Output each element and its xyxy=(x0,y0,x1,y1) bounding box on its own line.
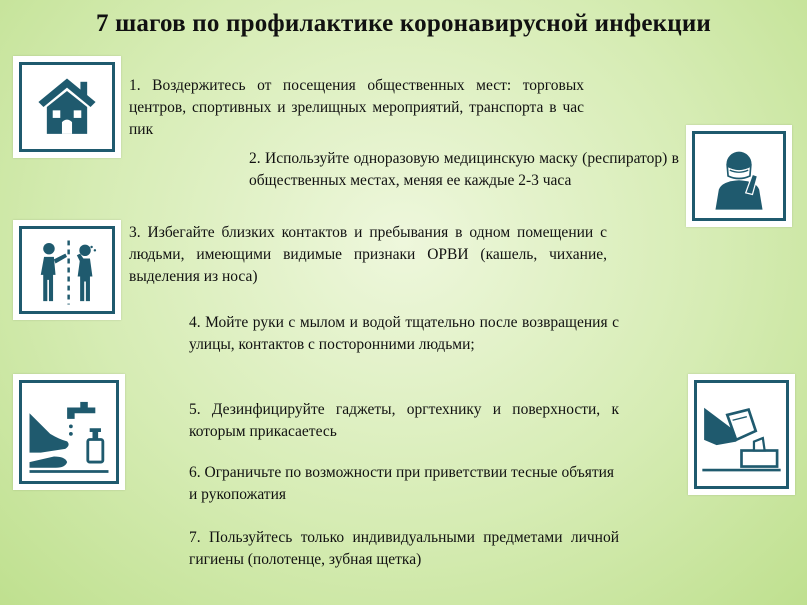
step-3-text: 3. Избегайте близких контактов и пребывания в одном помещении с людьми, имеющими видимые признаки ОРВИ (кашель, чихание, выделения из носа) xyxy=(129,224,607,285)
page-title: 7 шагов по профилактике коронавирусной инфекции xyxy=(95,10,712,37)
disinfect-wipe-icon-tile xyxy=(688,374,795,495)
social-distance-icon xyxy=(22,229,112,311)
step-1-text: 1. Воздержитесь от посещения общественных мест: торговых центров, спортивных и зрелищных мероприятий, транспорта в час пик xyxy=(129,77,584,138)
house-icon xyxy=(22,65,112,149)
face-mask-icon xyxy=(695,134,783,218)
step-2-text: 2. Используйте одноразовую медицинскую маску (респиратор) в общественных местах, меняя ее каждые 2-3 часа xyxy=(249,150,679,189)
hand-wash-icon xyxy=(22,383,116,481)
step-6-text: 6. Ограничьте по возможности при приветствии тесные объятия и рукопожатия xyxy=(189,464,615,503)
house-icon-tile xyxy=(13,56,121,158)
step-4-text: 4. Мойте руки с мылом и водой тщательно после возвращения с улицы, контактов с посторонними людьми; xyxy=(189,314,619,353)
face-mask-icon-tile xyxy=(686,125,792,227)
step-5-text: 5. Дезинфицируйте гаджеты, оргтехнику и поверхности, к которым прикасаетесь xyxy=(189,401,619,440)
hand-wash-icon-tile xyxy=(13,374,125,490)
social-distance-icon-tile xyxy=(13,220,121,320)
step-7-text: 7. Пользуйтесь только индивидуальными предметами личной гигиены (полотенце, зубная щетка) xyxy=(189,529,619,568)
disinfect-wipe-icon xyxy=(697,383,786,486)
